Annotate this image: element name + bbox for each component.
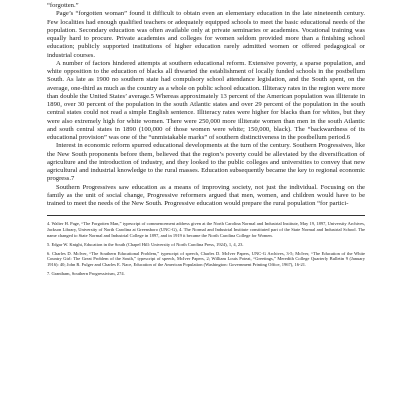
body-paragraph: A number of factors hindered attempts at southern educational reform. Extensive poverty, a sparse population, and white opposition to the education of blacks all thwarted the establishment of locally funded schools in the postbellum South. As late as 1900 no southern state had compulsory school attendance legislation, and the South spent, on the average, one-third as much as the country as a whole on public school education. Illiteracy rates in the region were more than double the United States’ average.5 Whereas approximately 13 percent of the American population was illiterate in 1890, over 30 percent of the population in the south Atlantic states and over 29 percent of the population in the south central states could not read a simple English sentence. Illiteracy rates were higher for blacks than for whites, but they were also extremely high for white women. There were 250,000 more illiterate women than men in the south Atlantic and south central states in 1890 (100,000 of those women were white; 150,000, black). The “backwardness of its educational provision” was one of the “unmistakable marks” of southern distinctiveness in the postbellum period.6: [47, 59, 365, 141]
footnote: 4. Walter H. Page, “The Forgotten Man,” typescript of commencement address given at the North Carolina Normal and Industrial Institute, May 19, 1897, University Archives, Jackson Library, University of North Carolina at Greensboro (UNC-G), 4. The Normal and Industrial Institute constituted part of the State Normal and Industrial School. The name changed to State Normal and Industrial College in 1897, and in 1919 it became the North Carolina College for Women.: [47, 221, 365, 238]
body-paragraph: “forgotten.”: [47, 2, 79, 9]
footnote: 6. Charles D. McIver, “The Southern Educational Problem,” typescript of speech, Charles D. McIver Papers, UNC-G Archives, 3-5; McIver, “The Education of the White Country Girl: The Great Problem of the South,” typescript of speech, McIver Papers, 2; William Louis Poteat, “Greetings,” Meredith College Quarterly Bulletin 9 (January 1916): 40; John R. Fulger and Charles E. Nace, Education of the American Population (Washington: Government Printing Office, 1967), 16-21.: [47, 250, 365, 268]
footnote-divider: [47, 215, 365, 216]
footnote: 7. Grantham, Southern Progressivism, 274.: [47, 271, 125, 277]
body-paragraph: Interest in economic reform spurred educational developments at the turn of the century. Southern Progressives, like the New South proponents before them, believed that the region’s poverty could be alleviated by the diversification of agriculture and the introduction of industry, and they looked to the public colleges and universities to convey that new agricultural and industrial knowledge to the rural masses. Education subsequently became the key to regional economic progress.7: [47, 142, 365, 183]
footnote: 5. Edgar W. Knight, Education in the South (Chapel Hill: University of North Carolina Press, 1924), 1, 4, 23.: [47, 241, 244, 247]
body-paragraph: Southern Progressives saw education as a means of improving society, not just the individual. Focusing on the family as the unit of social change, Progressive reformers argued that men, women, and children would have to be trained to meet the needs of the New South. Progressive education would prepare the rural population “for partici-: [47, 183, 365, 207]
footnotes: [47, 221, 365, 277]
body-paragraph: Page’s “forgotten woman” found it difficult to obtain even an elementary education in the late nineteenth century. Few localities had enough qualified teachers or adequately equipped schools to meet the basic educational needs of the population. Secondary education was often available only at private seminaries or academies. Vocational training was equally hard to procure. Private academies and colleges for women seldom provided more than a finishing school education; publicly supported institutions of higher education rarely admitted women or offered pedagogical or industrial courses.: [47, 10, 365, 59]
body-text: [47, 2, 365, 208]
